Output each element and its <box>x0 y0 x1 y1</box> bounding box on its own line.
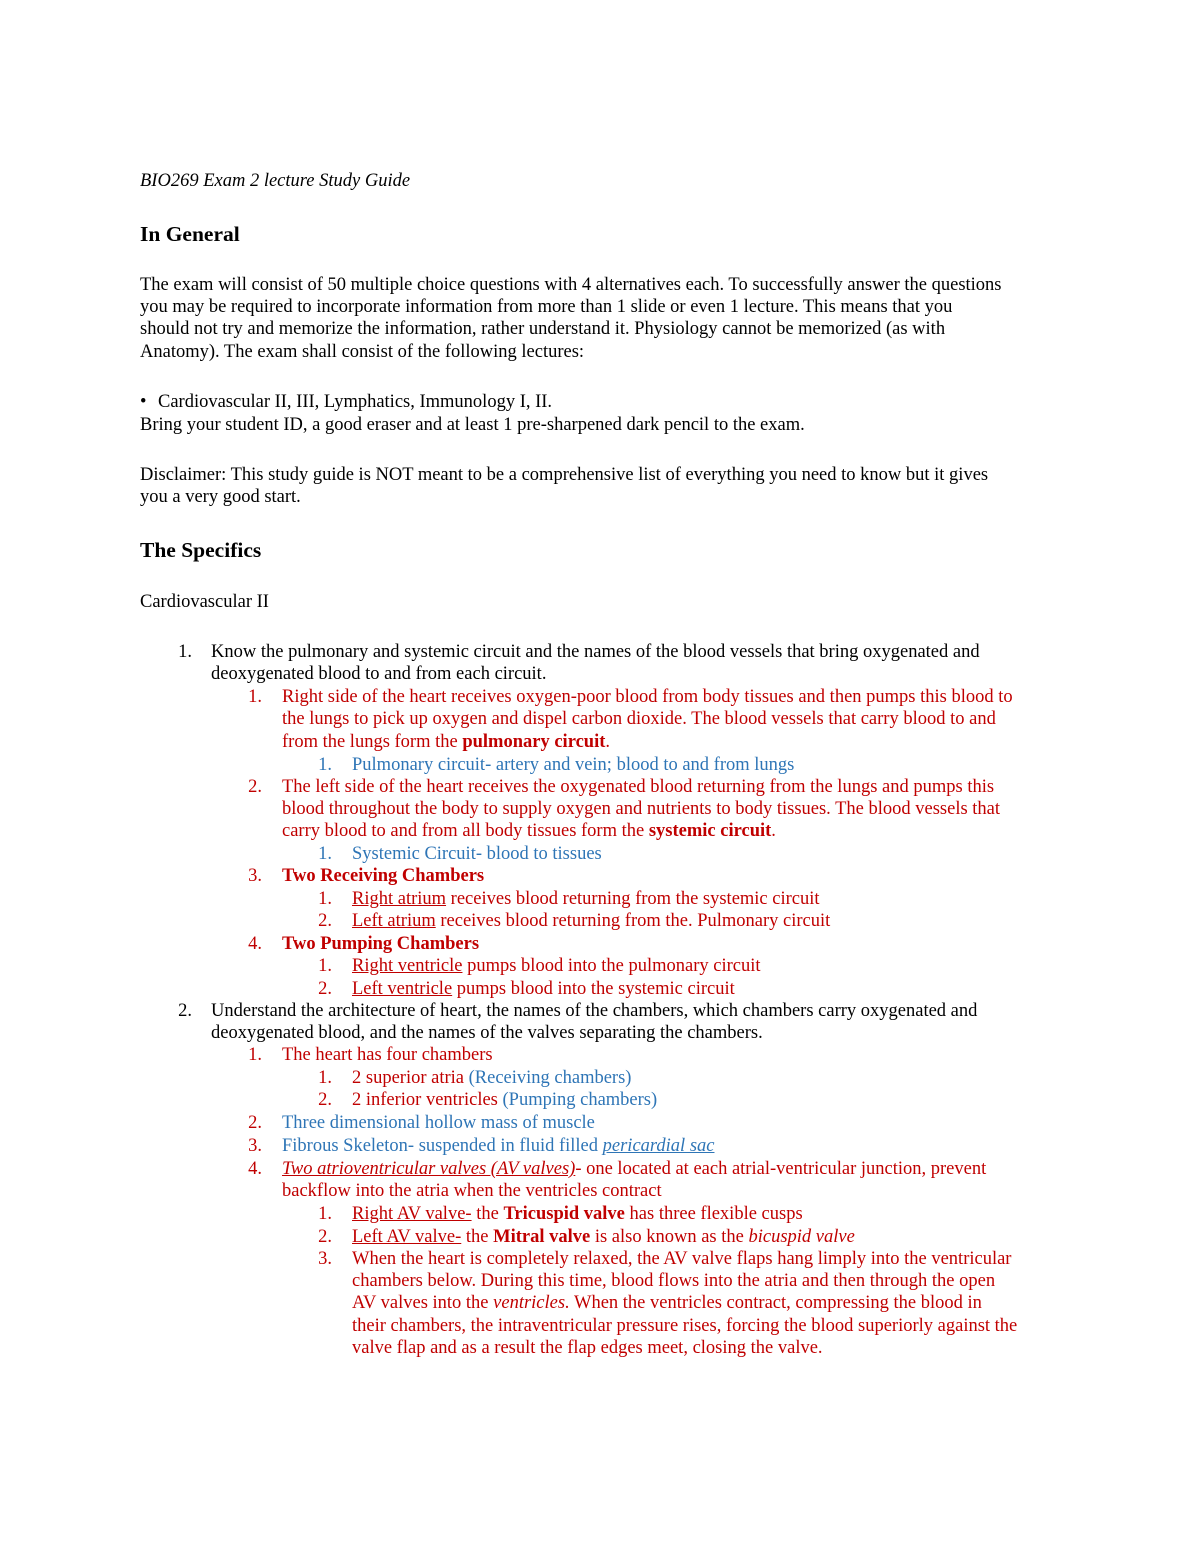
sub-item-heading: Two Pumping Chambers <box>282 934 480 954</box>
list-item-1-cont: deoxygenated blood to and from each circuit. <box>211 664 547 684</box>
list-item-2-cont: deoxygenated blood, and the names of the valves separating the chambers. <box>211 1023 763 1043</box>
sub-sub-item: Right AV valve- the Tricuspid valve has three flexible cusps <box>352 1204 803 1224</box>
paragraph-line: you may be required to incorporate information from more than 1 slide or even 1 lecture. This means that you <box>140 297 953 317</box>
sub-item-heading: Two Receiving Chambers <box>282 866 485 886</box>
paragraph-line: Anatomy). The exam shall consist of the following lectures: <box>140 342 585 362</box>
document-title: BIO269 Exam 2 lecture Study Guide <box>140 171 411 191</box>
sub-sub-item: 2 superior atria (Receiving chambers) <box>352 1068 632 1088</box>
sub-sub-item-cont: valve flap and as a result the flap edges meet, closing the valve. <box>352 1338 823 1358</box>
sub-item-cont: carry blood to and from all body tissues form the systemic circuit. <box>282 821 776 841</box>
list-number: 1. <box>248 1045 262 1065</box>
list-number: 2. <box>318 979 332 999</box>
bring-instructions: Bring your student ID, a good eraser and at least 1 pre-sharpened dark pencil to the exam. <box>140 415 805 435</box>
list-number: 1. <box>318 1068 332 1088</box>
heading-the-specifics: The Specifics <box>140 538 262 562</box>
paragraph-line: The exam will consist of 50 multiple choice questions with 4 alternatives each. To successfully answer the questions <box>140 275 1002 295</box>
list-number: 2. <box>248 777 262 797</box>
disclaimer-line: you a very good start. <box>140 487 301 507</box>
disclaimer-line: Disclaimer: This study guide is NOT meant to be a comprehensive list of everything you need to know but it gives <box>140 465 989 485</box>
sub-sub-item-cont: their chambers, the intraventricular pressure rises, forcing the blood superiorly against the <box>352 1316 1018 1336</box>
term-pulmonary-circuit: pulmonary circuit <box>462 732 606 752</box>
sub-sub-item: Right ventricle pumps blood into the pulmonary circuit <box>352 956 761 976</box>
sub-item-cont: the lungs to pick up oxygen and dispel carbon dioxide. The blood vessels that carry blood to and <box>282 709 996 729</box>
sub-sub-item: Left atrium receives blood returning from the. Pulmonary circuit <box>352 911 831 931</box>
list-number: 1. <box>318 956 332 976</box>
list-number: 2. <box>318 1227 332 1247</box>
term-av-valves: Two atrioventricular valves (AV valves) <box>282 1159 576 1179</box>
sub-sub-item: 2 inferior ventricles (Pumping chambers) <box>352 1090 658 1110</box>
list-number: 1. <box>318 889 332 909</box>
lecture-bullet <box>140 391 552 413</box>
sub-sub-item: Pulmonary circuit- artery and vein; blood to and from lungs <box>352 755 795 775</box>
list-number: 2. <box>248 1113 262 1133</box>
sub-item: The heart has four chambers <box>282 1045 493 1065</box>
sub-sub-item-cont: AV valves into the ventricles. When the ventricles contract, compressing the blood in <box>352 1293 982 1313</box>
list-number: 4. <box>248 1159 262 1179</box>
sub-item: Three dimensional hollow mass of muscle <box>282 1113 595 1133</box>
sub-item-cont: from the lungs form the pulmonary circuit. <box>282 732 611 752</box>
list-number: 2. <box>318 911 332 931</box>
sub-item: The left side of the heart receives the oxygenated blood returning from the lungs and pumps this <box>282 777 995 797</box>
term-pericardial-sac: pericardial sac <box>602 1136 715 1156</box>
list-item-2: Understand the architecture of heart, the names of the chambers, which chambers carry oxygenated and <box>211 1001 978 1021</box>
list-number: 1. <box>248 687 262 707</box>
list-number: 2. <box>178 1001 192 1021</box>
sub-item: Fibrous Skeleton- suspended in fluid filled pericardial sac <box>282 1136 715 1156</box>
sub-sub-item: Systemic Circuit- blood to tissues <box>352 844 602 864</box>
sub-sub-item: When the heart is completely relaxed, the AV valve flaps hang limply into the ventricular <box>352 1249 1012 1269</box>
list-number: 1. <box>318 844 332 864</box>
list-item-1: Know the pulmonary and systemic circuit and the names of the blood vessels that bring oxygenated and <box>211 642 980 662</box>
sub-item: Right side of the heart receives oxygen-poor blood from body tissues and then pumps this blood to <box>282 687 1013 707</box>
list-number: 1. <box>178 642 192 662</box>
sub-sub-item: Left ventricle pumps blood into the systemic circuit <box>352 979 735 999</box>
term-systemic-circuit: systemic circuit <box>648 821 772 841</box>
sub-item-cont: blood throughout the body to supply oxygen and nutrients to body tissues. The blood vessels that <box>282 799 1001 819</box>
list-number: 1. <box>318 1204 332 1224</box>
list-number: 2. <box>318 1090 332 1110</box>
sub-item-cont: backflow into the atria when the ventricles contract <box>282 1181 662 1201</box>
list-number: 4. <box>248 934 262 954</box>
sub-sub-item: Left AV valve- the Mitral valve is also known as the bicuspid valve <box>352 1227 855 1247</box>
paragraph-line: should not try and memorize the information, rather understand it. Physiology cannot be memorized (as with <box>140 319 946 339</box>
list-number: 1. <box>318 755 332 775</box>
bullet-text: Cardiovascular II, III, Lymphatics, Immunology I, II. <box>158 392 553 412</box>
list-number: 3. <box>318 1249 332 1269</box>
sub-sub-item: Right atrium receives blood returning from the systemic circuit <box>352 889 820 909</box>
sub-item: Two atrioventricular valves (AV valves)- one located at each atrial-ventricular junction, prevent <box>282 1159 987 1179</box>
sub-sub-item-cont: chambers below. During this time, blood flows into the atria and then through the open <box>352 1271 996 1291</box>
list-number: 3. <box>248 1136 262 1156</box>
section-title: Cardiovascular II <box>140 592 269 612</box>
bullet-icon: • <box>140 392 147 412</box>
heading-in-general: In General <box>140 222 240 246</box>
list-number: 3. <box>248 866 262 886</box>
